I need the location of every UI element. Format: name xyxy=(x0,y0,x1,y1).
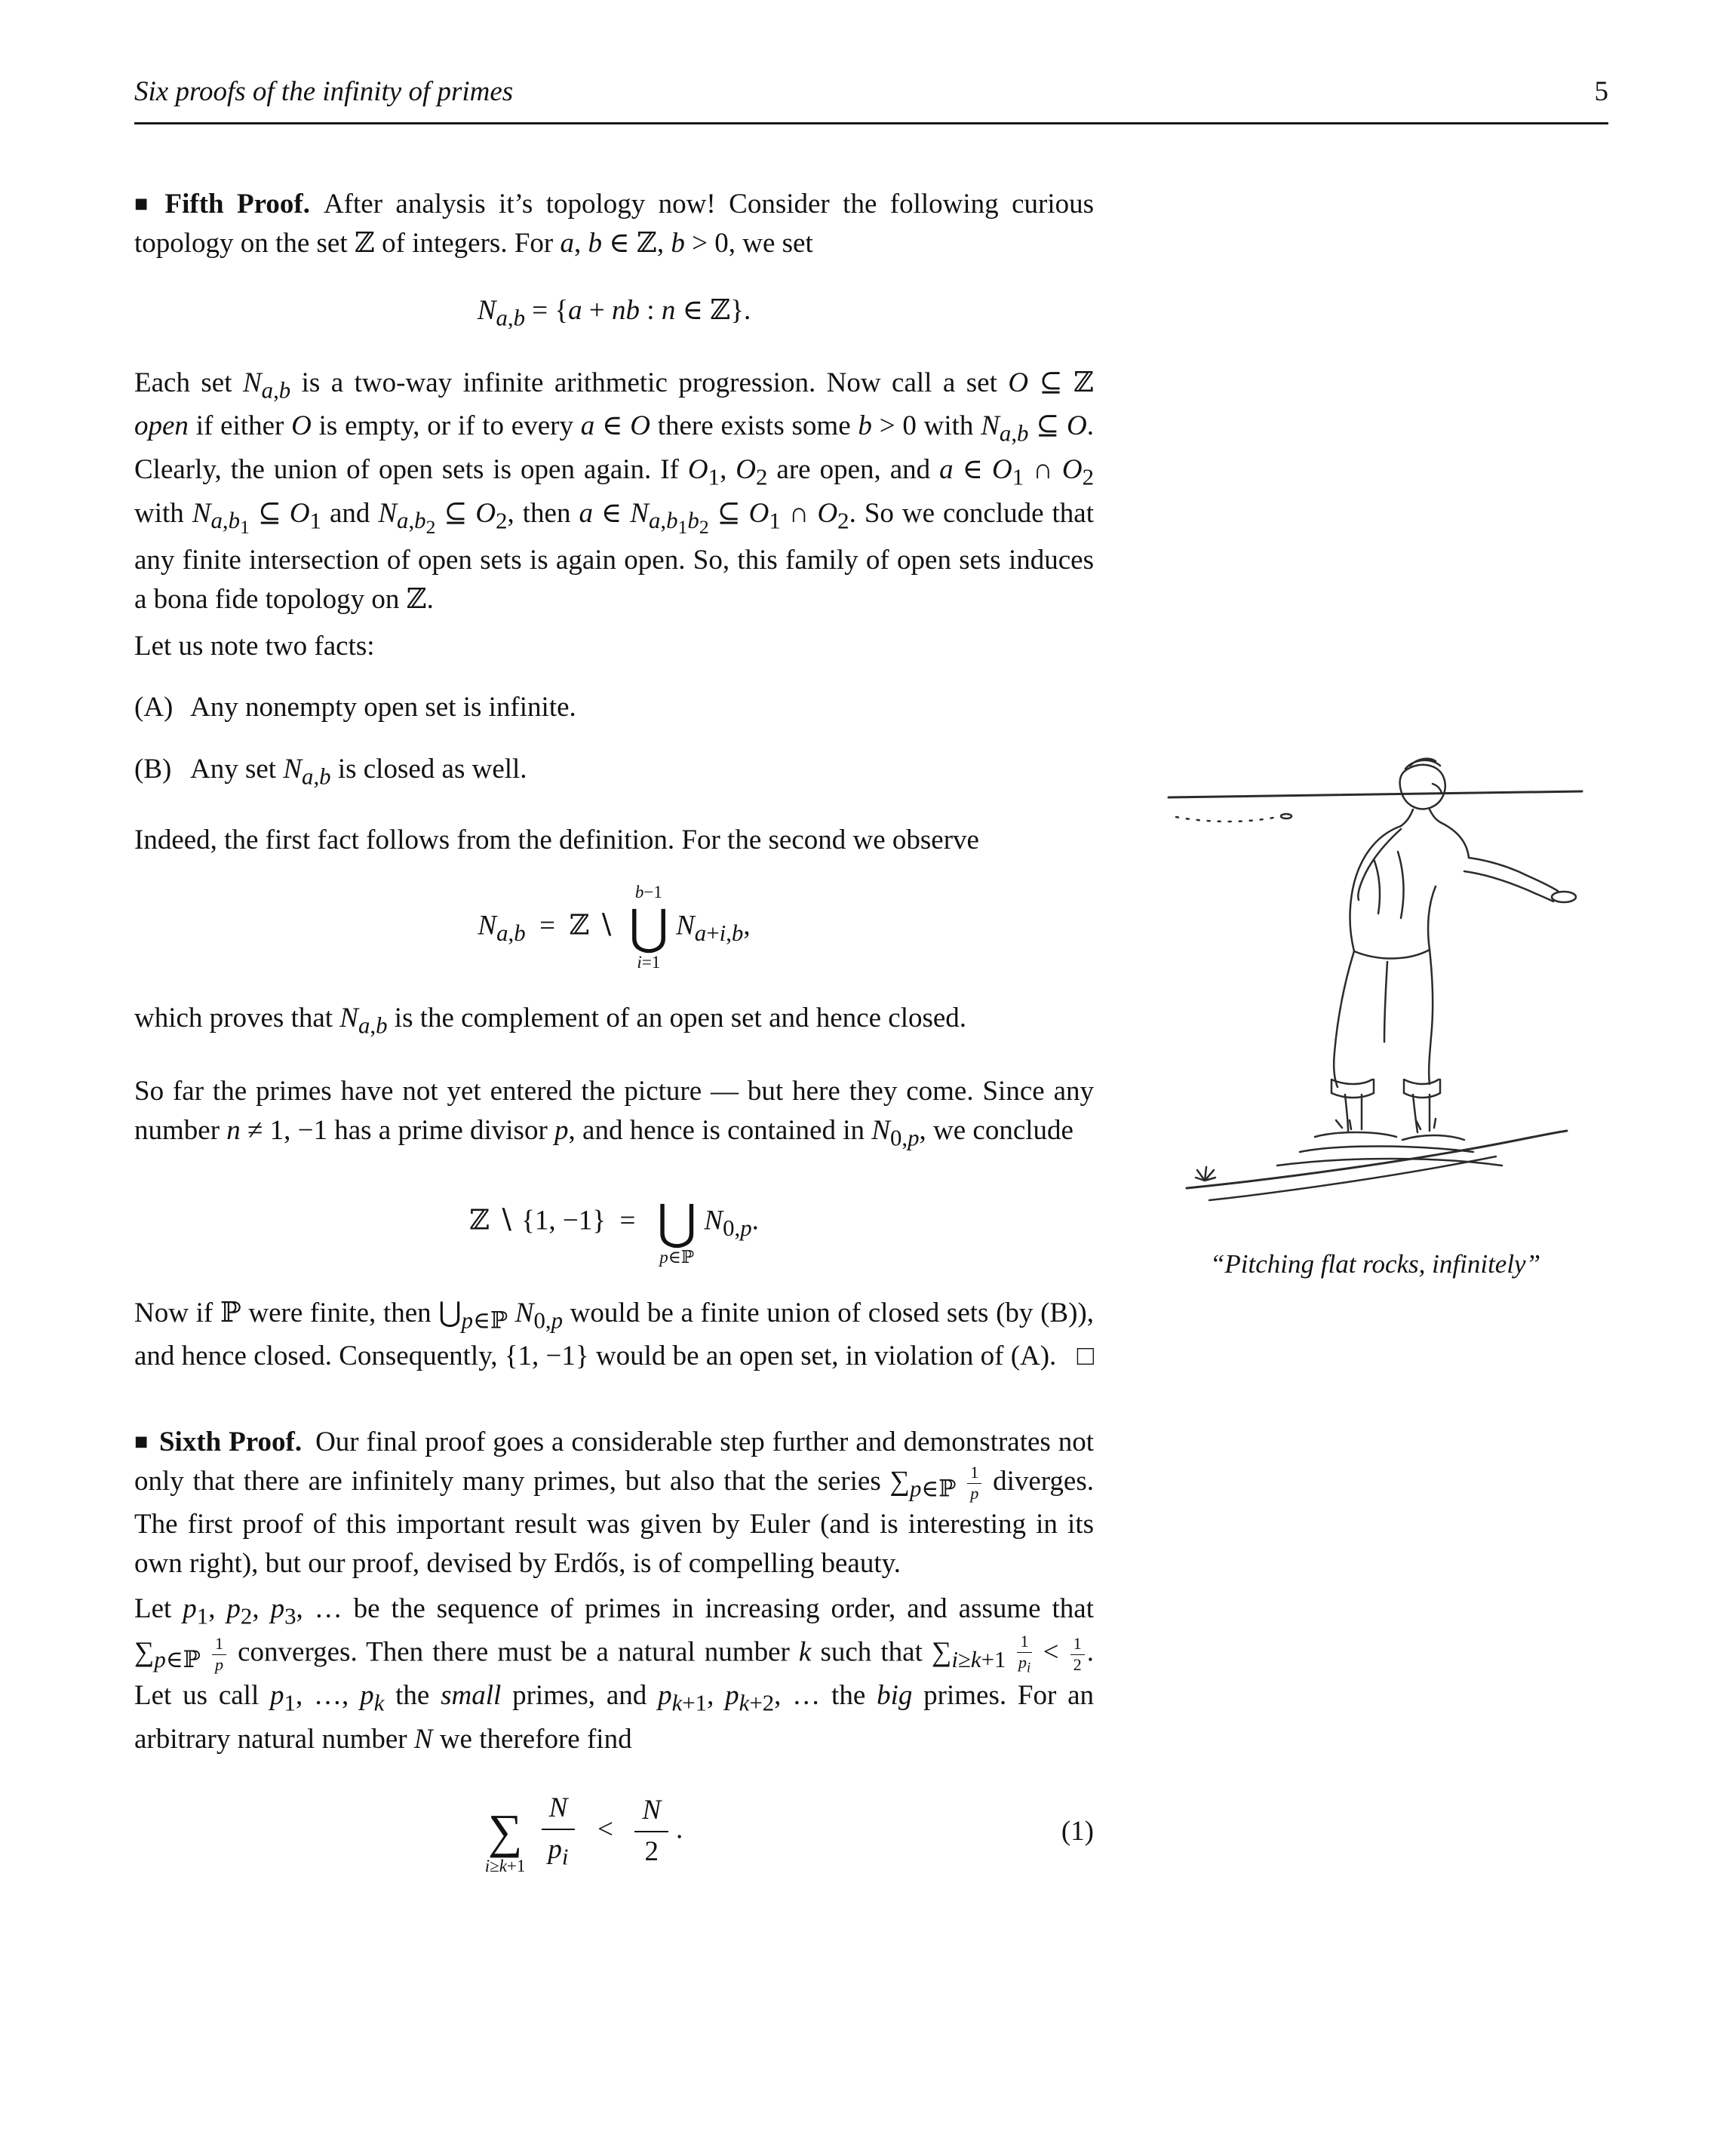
fifth-proof-conclusion-paragraph xyxy=(134,1294,1094,1376)
sixth-proof-heading: Sixth Proof. xyxy=(158,1426,303,1457)
fact-item-b xyxy=(134,750,1094,794)
fifth-proof-intro-text: After analysis it’s topology now! Consider the following curious topology on the set ℤ of integers. For a, b ∈ ℤ, b > 0, we set xyxy=(134,188,1095,259)
fact-item-a xyxy=(134,688,1094,727)
rock-skipping-sketch xyxy=(1164,739,1586,1221)
observe-paragraph: Indeed, the first fact follows from the definition. For the second we observe xyxy=(134,824,979,855)
equation-one: ∑ i≥k+1 $\frac{N}{p_i}$ < $\frac{N}{2}$ . xyxy=(484,1792,683,1876)
facts-list xyxy=(134,688,1094,793)
fact-b-text: Any set $N_{a,b}$ is closed as well. xyxy=(190,754,527,790)
facts-intro: Let us note two facts: xyxy=(134,630,375,662)
equation-one-row xyxy=(134,1786,1094,1877)
equation-primes-union: ℤ ∖ {1, −1} = ⋃ p∈ℙ $N_{0,p}$. xyxy=(469,1196,759,1267)
page-header xyxy=(134,72,1608,124)
complement-paragraph: which proves that $N_{a,b}$ is the complement of an open set and hence closed. xyxy=(134,1002,967,1039)
running-head-title: Six proofs of the infinity of primes xyxy=(134,76,514,107)
fifth-proof-heading: Fifth Proof. xyxy=(164,188,310,220)
fifth-proof-conclusion-text: Now if ℙ were finite, then $⋃_{p\in ℙ}$ $N_{0,p}$ would be a finite union of closed sets (by (B)), and hence closed. Consequently, {1, −1} would be an open set, in violation of (A). xyxy=(134,1297,1094,1372)
margin-figure xyxy=(1142,739,1608,1282)
proof-square-icon: ■ xyxy=(134,190,155,217)
sixth-proof-intro-paragraph xyxy=(134,1423,1094,1583)
equation-one-number: (1) xyxy=(1061,1815,1094,1847)
page-content xyxy=(134,182,1608,1877)
equation-union-complement: $N_{a,b}$ = ℤ ∖ b−1 ⋃ i=1 $N_{a+i,b}$, xyxy=(478,882,751,972)
page-number: 5 xyxy=(1594,76,1608,107)
sixth-proof-body-paragraph: Let $p_1$, $p_2$, $p_3$, … be the sequence of primes in increasing order, and assume that $\sum_{p\in ℙ}$ $\frac{1}{p}$ converges. Then there must be a natural number k such that $\sum_{i\ge k+1}$ $\frac{1}{p_i}$ < $\frac{1}{2}$ . Let us call $p_1$, …, $p_k$ the small primes, and $p_{k+1}$, $p_{k+2}$, … the big primes. For an arbitrary natural number N we therefore find xyxy=(134,1592,1095,1755)
fifth-proof-body-paragraph: Each set $N_{a,b}$ is a two-way infinite arithmetic progression. Now call a set O ⊆ ℤ open if either O is empty, or if to every a ∈ O there exists some b > 0 with $N_{a,b}$ ⊆ O. Clearly, the union of open sets is open again. If $O_1$, $O_2$ are open, and a ∈ $O_1$ ∩ $O_2$ with $N_{a,b_1}$ ⊆ $O_1$ and $N_{a,b_2}$ ⊆ $O_2$, then a ∈ $N_{a,b_1b_2}$ ⊆ $O_1$ ∩ $O_2$. So we conclude that any finite intersection of open sets is again open. So, this family of open sets induces a bona fide topology on ℤ. xyxy=(134,367,1095,615)
fifth-proof-intro-paragraph xyxy=(134,185,1094,263)
fact-b-label: (B) xyxy=(134,754,172,785)
fact-a-text: Any nonempty open set is infinite. xyxy=(190,692,576,723)
figure-caption: “Pitching flat rocks, infinitely” xyxy=(1209,1248,1541,1279)
primes-enter-paragraph: So far the primes have not yet entered the picture — but here they come. Since any number n ≠ 1, −1 has a prime divisor p, and hence is contained in $N_{0,p}$, we conclude xyxy=(134,1076,1094,1151)
qed-tombstone: □ xyxy=(1077,1341,1094,1372)
sixth-proof-intro-text: Our final proof goes a considerable step further and demonstrates not only that there are infinitely many primes, but also that the series $\sum_{p\in ℙ}$ $\frac{1}{p}$ diverges. The first proof of this important result was given by Euler (and is interesting in its own right), but our proof, devised by Erdős, is of compelling beauty. xyxy=(134,1426,1095,1580)
proof-square-icon: ■ xyxy=(134,1428,149,1454)
text-column xyxy=(134,182,1094,1877)
margin-column xyxy=(1142,182,1608,1877)
equation-nab-definition: $N_{a,b} = \{a$ + nb : n ∈ ℤ}. xyxy=(477,295,751,331)
fact-a-label: (A) xyxy=(134,692,174,723)
